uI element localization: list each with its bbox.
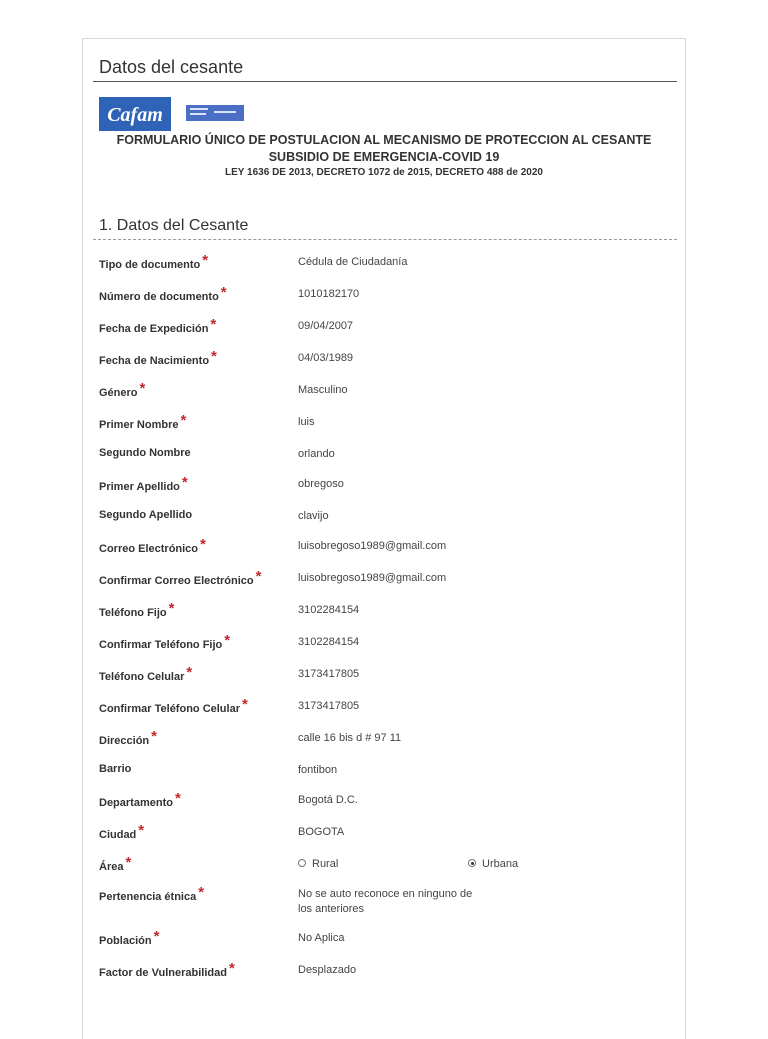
field-value: 09/04/2007	[298, 320, 354, 332]
required-asterisk: *	[241, 696, 248, 713]
field-label-text: Departamento	[99, 797, 173, 809]
field-value: Desplazado	[298, 964, 357, 976]
field-label-text: Barrio	[99, 763, 132, 775]
field-label	[99, 447, 191, 459]
field-label-text: Confirmar Teléfono Fijo	[99, 639, 223, 651]
radio-option-rural[interactable]	[298, 858, 338, 870]
field-label	[99, 822, 145, 842]
title-divider	[93, 81, 677, 82]
field-label-text: Confirmar Correo Electrónico	[99, 575, 254, 587]
field-value: luis	[298, 416, 315, 428]
field-label-text: Primer Apellido	[99, 481, 180, 493]
field-label	[99, 632, 231, 652]
field-label	[99, 854, 132, 874]
field-label-text: Pertenencia étnica	[99, 891, 197, 903]
required-asterisk: *	[186, 664, 193, 681]
field-label-text: Ciudad	[99, 829, 137, 841]
field-label-text: Tipo de documento	[99, 259, 201, 271]
required-asterisk: *	[181, 474, 188, 491]
radio-label: Rural	[312, 858, 339, 870]
field-label	[99, 664, 193, 684]
field-value: 1010182170	[298, 288, 360, 300]
field-value: Cédula de Ciudadanía	[298, 256, 408, 268]
field-value: fontibon	[298, 764, 338, 776]
page-title: Datos del cesante	[99, 57, 244, 77]
radio-unchecked-icon[interactable]	[298, 859, 306, 867]
form-card	[82, 38, 686, 1039]
gov-logo	[172, 105, 244, 121]
field-value: Bogotá D.C.	[298, 794, 358, 806]
field-value: BOGOTA	[298, 826, 345, 838]
field-label	[99, 284, 227, 304]
field-label-text: Población	[99, 935, 152, 947]
field-value: 3173417805	[298, 700, 360, 712]
field-label	[99, 790, 181, 810]
field-label	[99, 412, 187, 432]
radio-label: Urbana	[482, 858, 519, 870]
section-title: 1. Datos del Cesante	[99, 217, 249, 234]
field-label	[99, 509, 192, 521]
cafam-logo	[99, 97, 171, 131]
required-asterisk: *	[125, 854, 132, 871]
field-label	[99, 316, 217, 336]
field-label	[99, 696, 248, 716]
required-asterisk: *	[198, 884, 205, 901]
field-label-text: Primer Nombre	[99, 419, 179, 431]
field-label	[99, 380, 146, 400]
field-label	[99, 474, 188, 494]
required-asterisk: *	[168, 600, 175, 617]
field-label-text: Fecha de Expedición	[99, 323, 209, 335]
field-label-text: Teléfono Celular	[99, 671, 185, 683]
form-title-line3: LEY 1636 DE 2013, DECRETO 1072 de 2015, DECRETO 488 de 2020	[225, 167, 543, 178]
field-label	[99, 884, 205, 904]
field-label	[99, 763, 131, 775]
field-value: 3102284154	[298, 604, 360, 616]
radio-checked-icon[interactable]	[468, 859, 476, 867]
field-label-text: Fecha de Nacimiento	[99, 355, 210, 367]
field-value: 3102284154	[298, 636, 360, 648]
field-label	[99, 568, 262, 588]
field-label-text: Segundo Apellido	[99, 509, 193, 521]
field-label	[99, 536, 206, 556]
field-value: 3173417805	[298, 668, 360, 680]
required-asterisk: *	[220, 284, 227, 301]
required-asterisk: *	[151, 728, 157, 745]
coat-of-arms-icon	[172, 105, 186, 121]
field-value: No se auto reconoce en ninguno de los anteriores	[298, 888, 473, 915]
required-asterisk: *	[255, 568, 262, 585]
field-label-text: Segundo Nombre	[99, 447, 191, 459]
field-label	[99, 928, 160, 948]
field-label-text: Área	[99, 861, 124, 873]
required-asterisk: *	[174, 790, 181, 807]
logo-text: Cafam	[107, 104, 163, 126]
required-asterisk: *	[138, 822, 145, 839]
field-label	[99, 600, 175, 620]
field-value: obregoso	[298, 478, 344, 490]
field-label-text: Factor de Vulnerabilidad	[99, 967, 227, 979]
required-asterisk: *	[202, 252, 209, 269]
field-label	[99, 252, 209, 272]
field-value: luisobregoso1989@gmail.com	[298, 540, 447, 552]
form-title-line1: FORMULARIO ÚNICO DE POSTULACION AL MECANISMO DE PROTECCION AL CESANTE	[116, 133, 652, 147]
field-value: luisobregoso1989@gmail.com	[298, 572, 447, 584]
field-label	[99, 348, 217, 368]
field-label-text: Género	[99, 387, 138, 399]
required-asterisk: *	[210, 316, 217, 333]
field-label-text: Confirmar Teléfono Celular	[99, 703, 240, 715]
required-asterisk: *	[211, 348, 217, 365]
field-value: 04/03/1989	[298, 352, 354, 364]
field-label-text: Número de documento	[99, 291, 219, 303]
required-asterisk: *	[153, 928, 160, 945]
required-asterisk: *	[200, 536, 206, 553]
form-title-line2: SUBSIDIO DE EMERGENCIA-COVID 19	[268, 150, 500, 164]
field-label	[99, 960, 235, 980]
field-label-text: Teléfono Fijo	[99, 607, 167, 619]
field-value: No Aplica	[298, 932, 345, 944]
field-label	[99, 728, 157, 748]
section-divider	[93, 239, 677, 240]
required-asterisk: *	[180, 412, 187, 429]
radio-option-urbana[interactable]	[468, 858, 518, 870]
field-label-text: Correo Electrónico	[99, 543, 199, 555]
required-asterisk: *	[228, 960, 235, 977]
required-asterisk: *	[224, 632, 231, 649]
required-asterisk: *	[139, 380, 146, 397]
field-value: calle 16 bis d # 97 11	[298, 732, 402, 744]
field-label-text: Dirección	[99, 735, 150, 747]
field-value: Masculino	[298, 384, 348, 396]
field-value: clavijo	[298, 510, 329, 522]
field-value: orlando	[298, 448, 335, 460]
